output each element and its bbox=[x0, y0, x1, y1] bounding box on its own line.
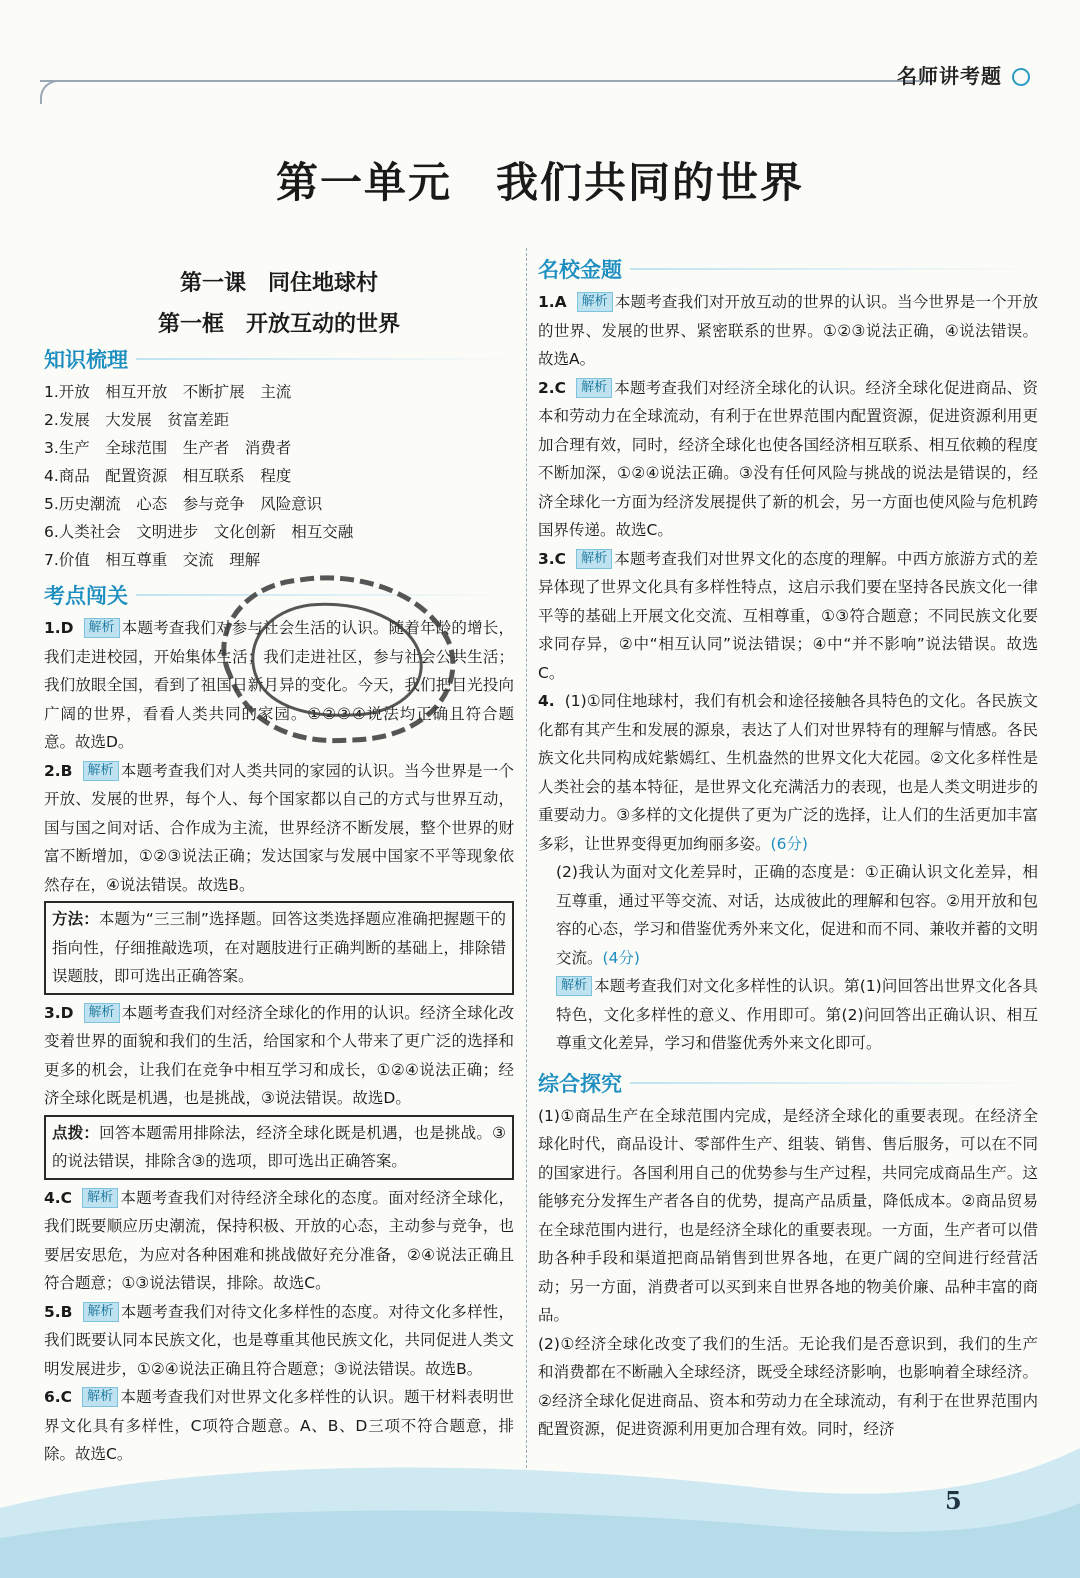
question-item bbox=[44, 1184, 514, 1298]
frame-title: 第一框 开放互动的世界 bbox=[157, 311, 400, 337]
question-number: 6.C bbox=[44, 1388, 73, 1406]
explore-paragraph: (2)①经济全球化改变了我们的生活。无论我们是否意识到，我们的生产和消费都在不断融入全球经济，既受全球经济影响，也影响着全球经济。②经济全球化促进商品、资本和劳动力在全球流动，有利于在世界范围内配置资源，促进资源利用更加合理有效。同时，经济 bbox=[538, 1334, 1038, 1438]
knowledge-item: 4.商品 配置资源 相互联系 程度 bbox=[44, 467, 292, 485]
analysis-paragraph bbox=[538, 972, 1038, 1058]
question-number: 5.B bbox=[44, 1302, 73, 1321]
question-number: 2.B bbox=[44, 761, 73, 780]
question-text: 本题考查我们对待经济全球化的态度。面对经济全球化，我们既要顺应历史潮流，保持积极、开放的心态，主动参与竞争，也要居安思危，为应对各种困难和挑战做好充分准备，②④说法正确且符合题意；①③说法错误，排除。故选C。 bbox=[44, 1188, 514, 1292]
analysis-tag: 解析 bbox=[82, 1387, 118, 1407]
unit-title: 第一单元 我们共同的世界 bbox=[275, 158, 804, 207]
question-item bbox=[538, 687, 1038, 858]
knowledge-item: 7.价值 相互尊重 交流 理解 bbox=[44, 551, 261, 569]
question-number: 2.C bbox=[538, 378, 567, 397]
analysis-text: 本题考查我们对文化多样性的认识。第(1)问回答出世界文化各具特色，文化多样性的意义、作用即可。第(2)问回答出正确认识、相互尊重文化差异，学习和借鉴优秀外来文化即可。 bbox=[556, 977, 1038, 1052]
method-label: 方法： bbox=[52, 910, 99, 928]
question-number: 3.D bbox=[44, 1003, 74, 1022]
question-text: 本题考查我们对待文化多样性的态度。对待文化多样性，我们既要认同本民族文化，也是尊重其他民族文化，共同促进人类文明发展进步，①②④说法正确且符合题意；③说法错误。故选B。 bbox=[44, 1302, 514, 1378]
explore-paragraph: (1)①商品生产在全球范围内完成，是经济全球化的重要表现。在经济全球化时代，商品设计、零部件生产、组装、销售、售后服务，可以在不同的国家进行。各国利用自己的优势参与生产过程，共同完成商品生产。这能够充分发挥生产者各自的优势，提高产品质量，降低成本。②商品贸易在全球范围内进行，也是经济全球化的重要表现。一方面，生产者可以借助各种手段和渠道把商品销售到世界各地，在更广阔的空间进行经营活动；另一方面，消费者可以买到来自世界各地的物美价廉、品种丰富的商品。 bbox=[538, 1106, 1038, 1324]
tip-label: 点拨： bbox=[52, 1123, 100, 1142]
question-text: 本题考查我们对参与社会生活的认识。随着年龄的增长，我们走进校园，开始集体生活；我们走进社区，参与社会公共生活；我们放眼全国，看到了祖国日新月异的变化。今天，我们把目光投向广阔的世界，看看人类共同的家园。①②③④说法均正确且符合题意。故选D。 bbox=[44, 619, 514, 751]
question-text: 本题考查我们对开放互动的世界的认识。当今世界是一个开放的世界、发展的世界、紧密联系的世界。①②③说法正确，④说法错误。故选A。 bbox=[538, 293, 1038, 368]
analysis-tag: 解析 bbox=[82, 1188, 118, 1208]
knowledge-list bbox=[44, 378, 514, 574]
question-text: 本题考查我们对经济全球化的认识。经济全球化促进商品、资本和劳动力在全球流动，有利于在世界范围内配置资源，促进资源利用更加合理有效，同时，经济全球化也使各国经济相互联系、相互依赖的程度不断加深，①②④说法正确。③没有任何风险与挑战的说法是错误的，经济全球化一方面为经济发展提供了新的机会，另一方面也使风险与危机跨国界传递。故选C。 bbox=[538, 378, 1038, 539]
question-number: 1.A bbox=[538, 293, 567, 311]
knowledge-item: 6.人类社会 文明进步 文化创新 相互交融 bbox=[44, 523, 354, 541]
question-text: 本题考查我们对世界文化的态度的理解。中西方旅游方式的差异体现了世界文化具有多样性特点，这启示我们要在坚持各民族文化一律平等的基础上开展文化交流、互相尊重，①③符合题意；不同民族文化要求同存异，②中“相互认同”说法错误；④中“并不影响”说法错误。故选C。 bbox=[538, 549, 1038, 682]
analysis-tag: 解析 bbox=[84, 1003, 120, 1023]
knowledge-item: 1.开放 相互开放 不断扩展 主流 bbox=[44, 383, 292, 401]
question-item bbox=[44, 757, 514, 900]
question-number: 4.C bbox=[44, 1188, 73, 1207]
circle-icon bbox=[1012, 68, 1030, 86]
question-text: 本题考查我们对经济全球化的作用的认识。经济全球化改变着世界的面貌和我们的生活，给国家和个人带来了更广泛的选择和更多的机会，让我们在竞争中相互学习和成长，①②④说法正确；经济全球化既是机遇，也是挑战，③说法错误。故选D。 bbox=[44, 1003, 514, 1107]
question-item bbox=[44, 1298, 514, 1384]
tip-box bbox=[44, 1115, 514, 1180]
knowledge-item: 3.生产 全球范围 生产者 消费者 bbox=[44, 439, 292, 457]
question-item bbox=[538, 288, 1038, 374]
section-heading-gold: 名校金题 bbox=[538, 254, 1038, 284]
question-item bbox=[538, 374, 1038, 545]
analysis-tag: 解析 bbox=[577, 292, 613, 312]
lesson-title: 第一课 同住地球村 bbox=[179, 270, 378, 296]
question-text: 本题考查我们对人类共同的家园的认识。当今世界是一个开放、发展的世界，每个人、每个国家都以自己的方式与世界互动，国与国之间对话、合作成为主流，世界经济不断发展，整个世界的财富不断增加，①②③说法正确；发达国家与发展中国家不平等现象依然存在，④说法错误。故选B。 bbox=[44, 761, 514, 894]
column-divider bbox=[526, 248, 527, 1488]
question-text: (1)①同住地球村，我们有机会和途径接触各具特色的文化。各民族文化都有其产生和发展的源泉，表达了人们对世界特有的理解与情感。各民族文化共同构成姹紫嫣红、生机盎然的世界文化大花园。②文化多样性是人类社会的基本特征，是世界文化充满活力的表现，也是人类文明进步的重要动力。③多样的文化提供了更为广泛的选择，让人们的生活更加丰富多彩，让世界变得更加绚丽多姿。 bbox=[538, 692, 1038, 853]
knowledge-item: 2.发展 大发展 贫富差距 bbox=[44, 411, 230, 429]
score-label: (6分) bbox=[770, 834, 808, 853]
section-heading-knowledge: 知识梳理 bbox=[44, 344, 514, 374]
analysis-tag: 解析 bbox=[84, 618, 120, 638]
question-text: 本题考查我们对世界文化多样性的认识。题干材料表明世界文化具有多样性，C项符合题意。A、B、D三项不符合题意，排除。故选C。 bbox=[44, 1388, 514, 1463]
header-rule bbox=[40, 80, 930, 82]
right-column bbox=[538, 248, 1038, 1444]
analysis-tag: 解析 bbox=[576, 378, 612, 398]
question-number: 3.C bbox=[538, 549, 567, 568]
method-box bbox=[44, 901, 514, 995]
header-brand: 名师讲考题 bbox=[897, 64, 1002, 88]
knowledge-item: 5.历史潮流 心态 参与竞争 风险意识 bbox=[44, 495, 323, 513]
page-number: 5 bbox=[945, 1486, 962, 1515]
analysis-tag: 解析 bbox=[576, 549, 612, 569]
bottom-wave bbox=[0, 1448, 1080, 1578]
score-label: (4分) bbox=[602, 948, 640, 967]
question-number: 1.D bbox=[44, 619, 74, 637]
question-text: (2)我认为面对文化差异时，正确的态度是：①正确认识文化差异，相互尊重，通过平等交流、对话，达成彼此的理解和包容。②用开放和包容的心态，学习和借鉴优秀外来文化，促进和而不同、兼收并蓄的文明交流。 bbox=[556, 863, 1038, 967]
left-column bbox=[44, 248, 514, 1469]
question-item bbox=[44, 999, 514, 1113]
question-item bbox=[44, 614, 514, 757]
section-heading-exam: 考点闯关 bbox=[44, 580, 514, 610]
analysis-tag: 解析 bbox=[83, 761, 119, 781]
analysis-tag: 解析 bbox=[83, 1302, 119, 1322]
header-curve bbox=[40, 80, 64, 104]
question-number: 4. bbox=[538, 692, 555, 710]
section-heading-explore: 综合探究 bbox=[538, 1068, 1038, 1098]
method-text: 本题为“三三制”选择题。回答这类选择题应准确把握题干的指向性，仔细推敲选项，在对题肢进行正确判断的基础上，排除错误题肢，即可选出正确答案。 bbox=[52, 910, 506, 985]
question-item bbox=[538, 545, 1038, 688]
analysis-tag: 解析 bbox=[556, 976, 592, 996]
tip-text: 回答本题需用排除法，经济全球化既是机遇，也是挑战。③的说法错误，排除含③的选项，即可选出正确答案。 bbox=[52, 1123, 506, 1170]
question-subpart bbox=[538, 858, 1038, 972]
